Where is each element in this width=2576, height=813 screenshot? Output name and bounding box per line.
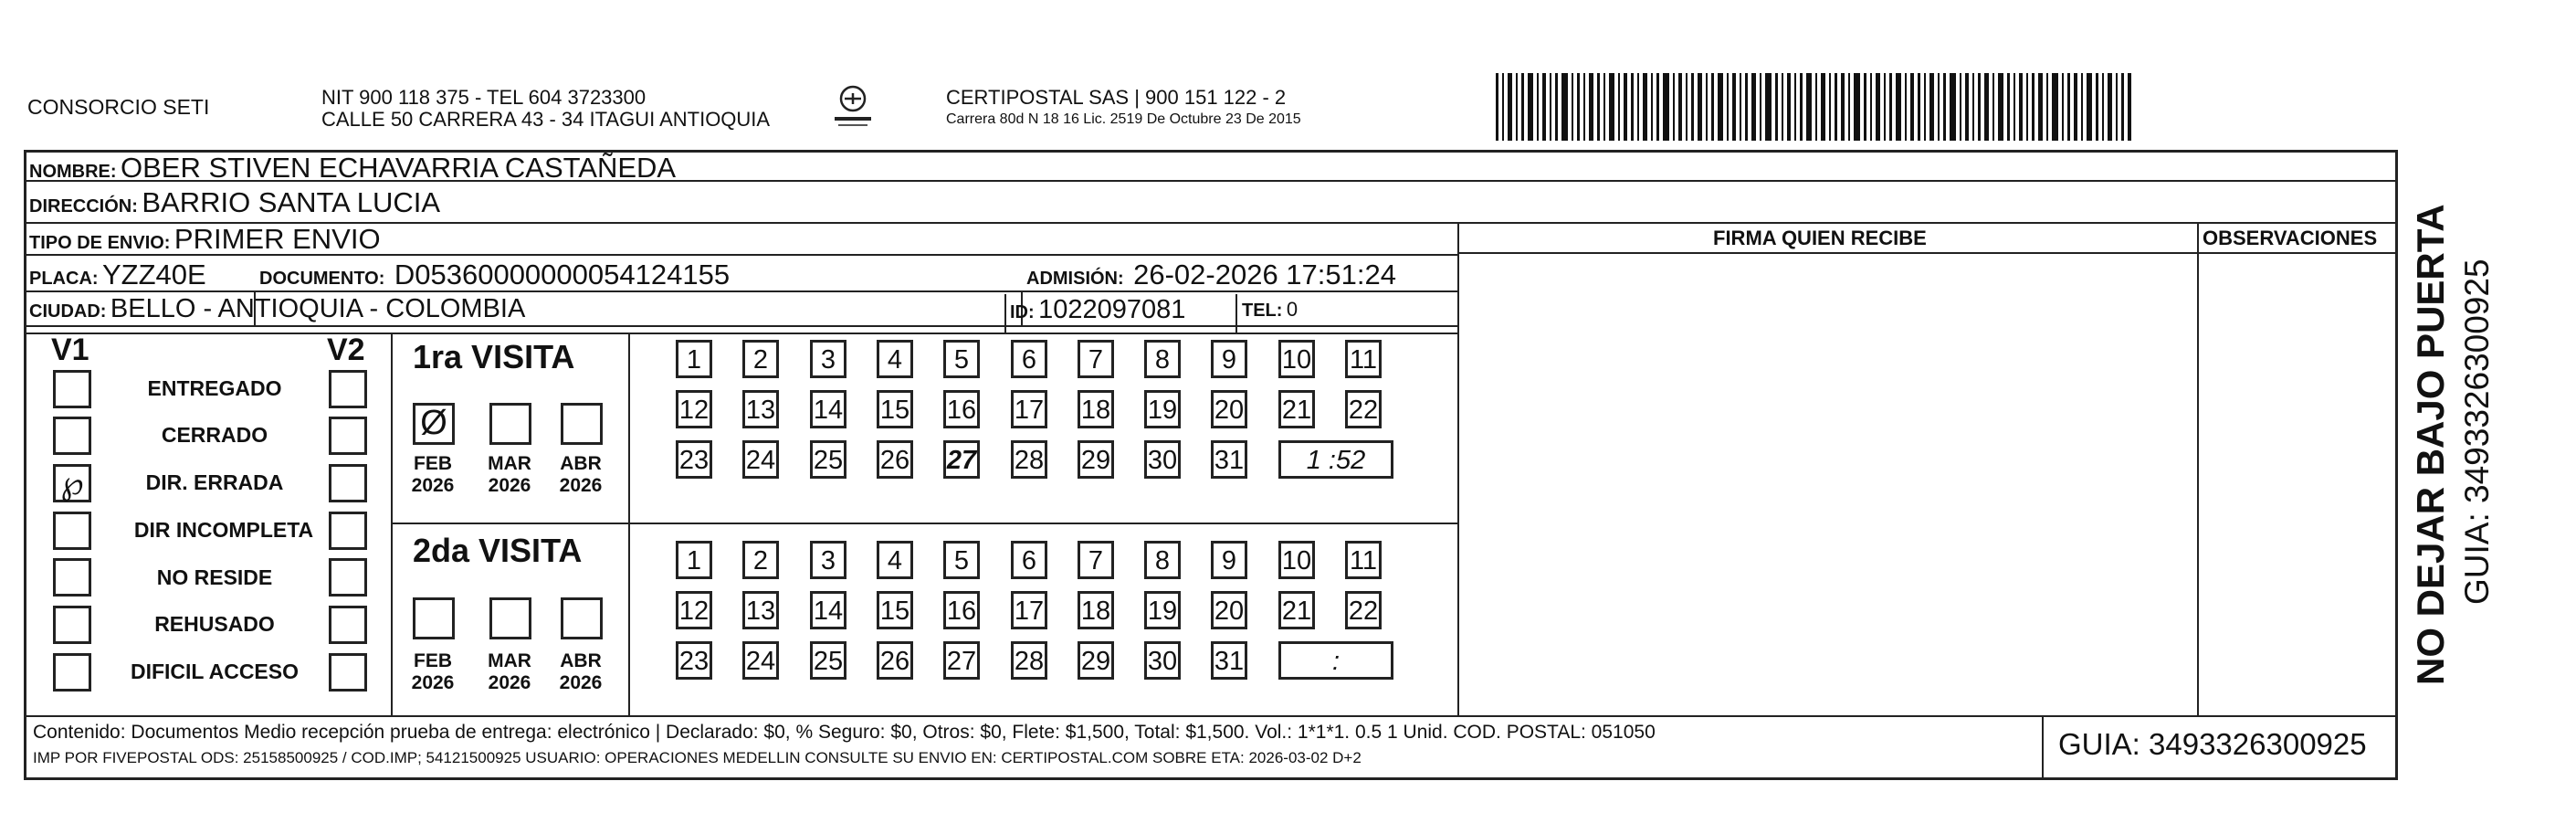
v1-checkbox-entregado[interactable] — [53, 370, 91, 408]
first-visit-day-box[interactable]: 26 — [877, 440, 913, 479]
row-divider — [1457, 252, 2398, 254]
first-visit-day-box[interactable]: 28 — [1011, 440, 1047, 479]
v2-checkbox-rehusado[interactable] — [329, 606, 367, 644]
second-visit-day-box[interactable]: 8 — [1144, 541, 1181, 579]
row-divider — [24, 325, 1457, 327]
second-visit-title: 2da VISITA — [413, 532, 583, 569]
first-visit-day-box[interactable]: 22 — [1345, 390, 1382, 428]
footer-imp-line: IMP POR FIVEPOSTAL ODS: 25158500925 / COD.IMP; 54121500925 USUARIO: OPERACIONES MEDELLIN CONSULTE SU ENVIO EN: CERTIPOSTAL.COM SOBRE ETA: 2026-03-02 D+2 — [33, 749, 1362, 766]
month-year: 2026 — [411, 672, 455, 693]
barcode — [1496, 73, 2226, 143]
second-visit-day-box[interactable]: 24 — [742, 641, 779, 680]
first-visit-day-box[interactable]: 9 — [1211, 340, 1247, 378]
v1-checkbox-rehusado[interactable] — [53, 606, 91, 644]
second-visit-day-box[interactable]: 17 — [1011, 591, 1047, 629]
first-visit-day-box[interactable]: 13 — [742, 390, 779, 428]
tipo-value: PRIMER ENVIO — [173, 223, 381, 255]
second-visit-month-mar-box[interactable] — [489, 597, 531, 639]
second-visit-month-mar — [484, 650, 535, 694]
column-divider — [2197, 222, 2199, 715]
first-visit-day-box[interactable]: 24 — [742, 440, 779, 479]
v2-checkbox-dir-incompleta[interactable] — [329, 512, 367, 550]
v2-checkbox-no-reside[interactable] — [329, 558, 367, 597]
first-visit-day-box[interactable]: 17 — [1011, 390, 1047, 428]
second-visit-day-box[interactable]: 21 — [1278, 591, 1315, 629]
month-year: 2026 — [559, 475, 603, 496]
month-name: ABR — [560, 453, 602, 474]
tel-value: 0 — [1286, 298, 1299, 321]
second-visit-day-box[interactable]: 12 — [676, 591, 712, 629]
first-visit-day-box[interactable]: 20 — [1211, 390, 1247, 428]
status-label-cerrado: CERRADO — [161, 423, 268, 447]
side-warning: NO DEJAR BAJO PUERTA — [2409, 204, 2452, 685]
company-name: CONSORCIO SETI — [27, 95, 210, 119]
second-visit-day-box[interactable]: 14 — [810, 591, 846, 629]
first-visit-day-box[interactable]: 27 — [943, 440, 980, 479]
visit-separator — [391, 523, 1457, 524]
second-visit-day-box[interactable]: 25 — [810, 641, 846, 680]
certipostal-logo — [831, 84, 875, 130]
first-visit-month-feb — [407, 453, 458, 497]
second-visit-month-abr-box[interactable] — [561, 597, 603, 639]
first-visit-month-abr — [555, 453, 606, 497]
first-visit-day-box[interactable]: 2 — [742, 340, 779, 378]
v1-checkbox-dir-errada[interactable]: ℘ — [53, 464, 91, 502]
second-visit-day-box[interactable]: 16 — [943, 591, 980, 629]
second-visit-day-box[interactable]: 1 — [676, 541, 712, 579]
certipostal-line-1: CERTIPOSTAL SAS | 900 151 122 - 2 — [946, 86, 1287, 109]
firma-header: FIRMA QUIEN RECIBE — [1713, 227, 1927, 249]
second-visit-day-box[interactable]: 30 — [1144, 641, 1181, 680]
month-name: FEB — [414, 453, 452, 474]
admision-value: 26-02-2026 17:51:24 — [1133, 259, 1396, 290]
second-visit-day-box[interactable]: 19 — [1144, 591, 1181, 629]
month-year: 2026 — [411, 475, 455, 496]
second-visit-day-box[interactable]: 5 — [943, 541, 980, 579]
placa-label: PLACA: — [29, 269, 99, 289]
v1-checkbox-dir-incompleta[interactable] — [53, 512, 91, 550]
first-visit-day-box[interactable]: 18 — [1078, 390, 1114, 428]
first-visit-day-box[interactable]: 23 — [676, 440, 712, 479]
month-name: MAR — [488, 453, 531, 474]
second-visit-day-box[interactable]: 28 — [1011, 641, 1047, 680]
second-visit-day-box[interactable]: 22 — [1345, 591, 1382, 629]
documento-label: DOCUMENTO: — [259, 269, 385, 289]
v1-checkbox-cerrado[interactable] — [53, 417, 91, 455]
first-visit-day-box[interactable]: 21 — [1278, 390, 1315, 428]
id-value: 1022097081 — [1038, 295, 1186, 324]
second-visit-day-box[interactable]: 6 — [1011, 541, 1047, 579]
status-label-entregado: ENTREGADO — [147, 376, 282, 400]
first-visit-day-box[interactable]: 12 — [676, 390, 712, 428]
cell-divider — [2042, 715, 2044, 779]
nit-line-2: CALLE 50 CARRERA 43 - 34 ITAGUI ANTIOQUIA — [321, 108, 771, 131]
id-cell — [1010, 295, 1185, 325]
footer-guia: GUIA: 3493326300925 — [2058, 727, 2367, 761]
second-visit-day-box[interactable]: 15 — [877, 591, 913, 629]
v1-header: V1 — [51, 333, 89, 367]
cell-divider — [1235, 294, 1237, 333]
first-visit-day-box[interactable]: 25 — [810, 440, 846, 479]
month-name: FEB — [414, 650, 452, 671]
first-visit-day-box[interactable]: 8 — [1144, 340, 1181, 378]
second-visit-month-feb — [407, 650, 458, 694]
second-visit-day-box[interactable]: 10 — [1278, 541, 1315, 579]
id-label: ID: — [1010, 302, 1035, 322]
nombre-row — [29, 152, 676, 185]
direccion-value: BARRIO SANTA LUCIA — [142, 186, 441, 218]
status-label-rehusado: REHUSADO — [154, 612, 275, 636]
direccion-row — [29, 186, 440, 219]
first-visit-day-box[interactable]: 31 — [1211, 440, 1247, 479]
month-year: 2026 — [488, 475, 531, 496]
tel-label: TEL: — [1242, 301, 1283, 321]
admision-label: ADMISIÓN: — [1026, 269, 1124, 289]
v2-header: V2 — [327, 333, 365, 367]
first-visit-day-box[interactable]: 1 — [676, 340, 712, 378]
month-name: ABR — [560, 650, 602, 671]
month-year: 2026 — [488, 672, 531, 693]
v1-checkbox-no-reside[interactable] — [53, 558, 91, 597]
column-divider — [1457, 222, 1459, 715]
ciudad-row — [29, 294, 525, 324]
status-label-dir-errada: DIR. ERRADA — [145, 470, 284, 494]
first-visit-day-box[interactable]: 3 — [810, 340, 846, 378]
second-visit-day-box[interactable]: 7 — [1078, 541, 1114, 579]
ciudad-label: CIUDAD: — [29, 301, 107, 322]
first-visit-time-box[interactable]: 1 :52 — [1278, 440, 1393, 479]
row-divider — [24, 333, 1457, 334]
second-visit-day-box[interactable]: 29 — [1078, 641, 1114, 680]
first-visit-day-box[interactable]: 4 — [877, 340, 913, 378]
second-visit-time-box[interactable]: : — [1278, 641, 1393, 680]
first-visit-day-box[interactable]: 29 — [1078, 440, 1114, 479]
second-visit-day-box[interactable]: 13 — [742, 591, 779, 629]
v2-checkbox-cerrado[interactable] — [329, 417, 367, 455]
first-visit-month-feb-box[interactable]: Ø — [413, 403, 455, 445]
tipo-label: TIPO DE ENVIO: — [29, 233, 171, 253]
tel-cell — [1242, 298, 1298, 322]
first-visit-day-box[interactable]: 6 — [1011, 340, 1047, 378]
second-visit-day-box[interactable]: 3 — [810, 541, 846, 579]
observations-area[interactable] — [2201, 256, 2394, 713]
second-visit-day-box[interactable]: 20 — [1211, 591, 1247, 629]
month-year: 2026 — [559, 672, 603, 693]
footer-content-line: Contenido: Documentos Medio recepción prueba de entrega: electrónico | Declarado: $0, % Seguro: $0, Otros: $0, Flete: $1,500, Total: $1,500. Vol.: 1*1*1. 0.5 1 Unid. COD. POSTAL: 051050 — [33, 722, 1656, 743]
v2-checkbox-dir-errada[interactable] — [329, 464, 367, 502]
first-visit-day-box[interactable]: 11 — [1345, 340, 1382, 378]
first-visit-month-mar-box[interactable] — [489, 403, 531, 445]
second-visit-day-box[interactable]: 2 — [742, 541, 779, 579]
first-visit-day-box[interactable]: 5 — [943, 340, 980, 378]
first-visit-day-box[interactable]: 15 — [877, 390, 913, 428]
cell-divider — [1004, 294, 1006, 333]
second-visit-day-box[interactable]: 31 — [1211, 641, 1247, 680]
ciudad-value: BELLO - ANTIOQUIA - COLOMBIA — [110, 294, 526, 323]
first-visit-day-box[interactable]: 10 — [1278, 340, 1315, 378]
observaciones-header: OBSERVACIONES — [2203, 227, 2378, 249]
first-visit-day-box[interactable]: 14 — [810, 390, 846, 428]
nombre-label: NOMBRE: — [29, 162, 117, 182]
second-visit-month-feb-box[interactable] — [413, 597, 455, 639]
documento-value: D05360000000054124155 — [394, 259, 731, 290]
nit-line-1: NIT 900 118 375 - TEL 604 3723300 — [321, 86, 647, 109]
month-name: MAR — [488, 650, 531, 671]
documento-cell — [259, 259, 730, 291]
second-visit-day-box[interactable]: 4 — [877, 541, 913, 579]
nombre-value: OBER STIVEN ECHAVARRIA CASTAÑEDA — [121, 152, 677, 184]
second-visit-day-box[interactable]: 26 — [877, 641, 913, 680]
first-visit-month-abr-box[interactable] — [561, 403, 603, 445]
second-visit-day-box[interactable]: 23 — [676, 641, 712, 680]
second-visit-day-box[interactable]: 18 — [1078, 591, 1114, 629]
second-visit-day-box[interactable]: 11 — [1345, 541, 1382, 579]
first-visit-day-box[interactable]: 30 — [1144, 440, 1181, 479]
first-visit-day-box[interactable]: 7 — [1078, 340, 1114, 378]
first-visit-day-box[interactable]: 19 — [1144, 390, 1181, 428]
admision-cell — [1026, 259, 1396, 291]
placa-value: YZZ40E — [102, 259, 206, 290]
second-visit-day-box[interactable]: 9 — [1211, 541, 1247, 579]
first-visit-title: 1ra VISITA — [413, 338, 575, 375]
v1-checkbox-dificil-acceso[interactable] — [53, 653, 91, 692]
status-label-dir-incompleta: DIR INCOMPLETA — [133, 518, 314, 542]
side-guia: GUIA: 3493326300925 — [2458, 259, 2496, 605]
status-label-no-reside: NO RESIDE — [156, 565, 273, 589]
direccion-label: DIRECCIÓN: — [29, 196, 138, 216]
v2-checkbox-dificil-acceso[interactable] — [329, 653, 367, 692]
first-visit-month-mar — [484, 453, 535, 497]
certipostal-line-2: Carrera 80d N 18 16 Lic. 2519 De Octubre 23 De 2015 — [946, 111, 1301, 127]
signature-area[interactable] — [1461, 256, 2193, 713]
second-visit-month-abr — [555, 650, 606, 694]
second-visit-day-box[interactable]: 27 — [943, 641, 980, 680]
tipo-row — [29, 223, 381, 256]
placa-cell — [29, 259, 206, 291]
status-label-dificil-acceso: DIFICIL ACCESO — [130, 660, 299, 683]
first-visit-day-box[interactable]: 16 — [943, 390, 980, 428]
v2-checkbox-entregado[interactable] — [329, 370, 367, 408]
